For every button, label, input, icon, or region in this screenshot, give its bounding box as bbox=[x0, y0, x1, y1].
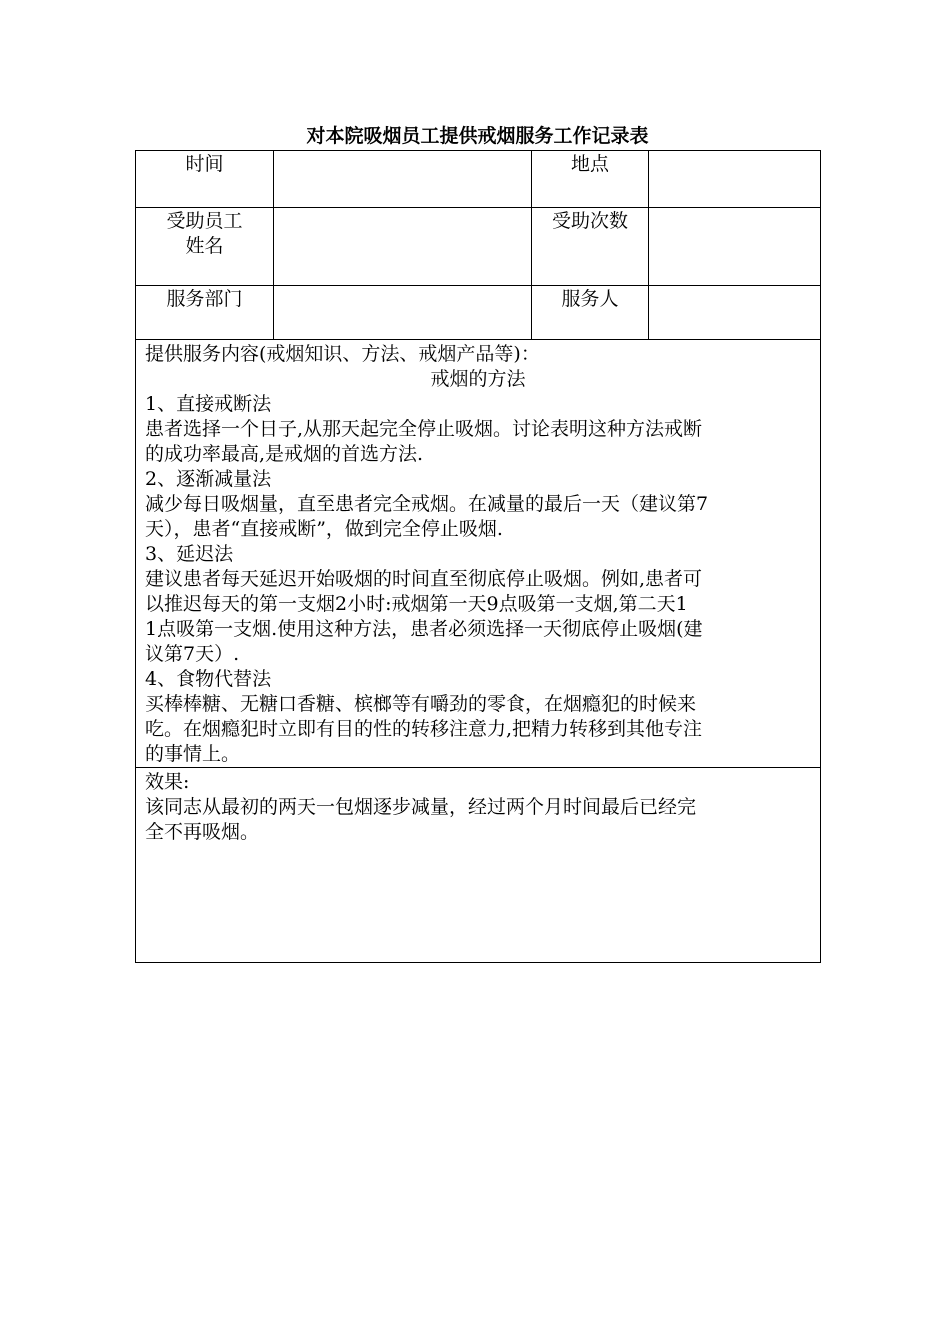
label-name bbox=[136, 208, 274, 286]
label-time: 时间 bbox=[136, 151, 274, 208]
effect-text-line: 全不再吸烟。 bbox=[145, 821, 260, 843]
value-server[interactable] bbox=[649, 286, 821, 340]
label-count: 受助次数 bbox=[532, 208, 649, 286]
method-text-line: 建议患者每天延迟开始吸烟的时间直至彻底停止吸烟。例如,患者可 bbox=[145, 568, 703, 590]
method-text-line: 议第7天）. bbox=[145, 643, 240, 665]
service-subtitle: 戒烟的方法 bbox=[430, 368, 526, 390]
row-time-place bbox=[136, 151, 821, 208]
method-title: 3、延迟法 bbox=[145, 543, 234, 565]
page-title: 对本院吸烟员工提供戒烟服务工作记录表 bbox=[306, 125, 649, 147]
label-place: 地点 bbox=[532, 151, 649, 208]
row-department-server bbox=[136, 286, 821, 340]
row-name-count bbox=[136, 208, 821, 286]
record-table bbox=[135, 150, 821, 963]
method-title: 2、逐渐减量法 bbox=[145, 468, 272, 490]
value-count[interactable] bbox=[649, 208, 821, 286]
label-name-line1: 受助员工 bbox=[166, 210, 243, 232]
value-place[interactable] bbox=[649, 151, 821, 208]
service-content-cell[interactable] bbox=[136, 340, 821, 768]
label-name-line2: 姓名 bbox=[185, 235, 224, 257]
method-text-line: 的事情上。 bbox=[145, 743, 241, 765]
effect-cell[interactable] bbox=[136, 768, 821, 963]
row-service-content bbox=[136, 340, 821, 768]
label-server: 服务人 bbox=[532, 286, 649, 340]
method-text-line: 天），患者“直接戒断”，做到完全停止吸烟. bbox=[145, 518, 503, 540]
method-text-line: 减少每日吸烟量，直至患者完全戒烟。在减量的最后一天（建议第7 bbox=[145, 493, 709, 515]
method-title: 4、食物代替法 bbox=[145, 668, 272, 690]
method-text-line: 1点吸第一支烟.使用这种方法，患者必须选择一天彻底停止吸烟(建 bbox=[145, 618, 703, 640]
row-effect bbox=[136, 768, 821, 963]
effect-heading: 效果: bbox=[145, 771, 190, 793]
service-heading: 提供服务内容(戒烟知识、方法、戒烟产品等)： bbox=[145, 343, 540, 365]
effect-text-line: 该同志从最初的两天一包烟逐步减量，经过两个月时间最后已经完 bbox=[145, 796, 697, 818]
method-title: 1、直接戒断法 bbox=[145, 393, 272, 415]
value-name[interactable] bbox=[274, 208, 532, 286]
label-department: 服务部门 bbox=[136, 286, 274, 340]
method-text-line: 吃。在烟瘾犯时立即有目的性的转移注意力,把精力转移到其他专注 bbox=[145, 718, 703, 740]
method-text-line: 患者选择一个日子,从那天起完全停止吸烟。讨论表明这种方法戒断 bbox=[145, 418, 703, 440]
value-time[interactable] bbox=[274, 151, 532, 208]
method-text-line: 买棒棒糖、无糖口香糖、槟榔等有嚼劲的零食，在烟瘾犯的时候来 bbox=[145, 693, 697, 715]
method-text-line: 的成功率最高,是戒烟的首选方法. bbox=[145, 443, 424, 465]
value-department[interactable] bbox=[274, 286, 532, 340]
method-text-line: 以推迟每天的第一支烟2小时:戒烟第一天9点吸第一支烟,第二天1 bbox=[145, 593, 688, 615]
